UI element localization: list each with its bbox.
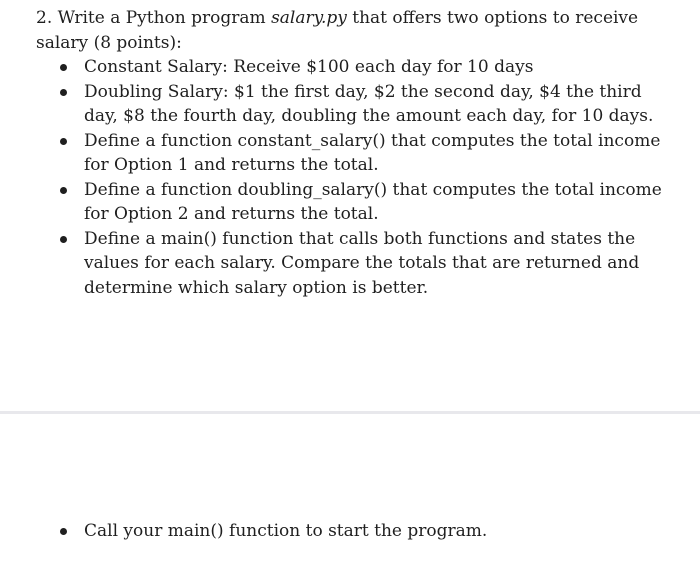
question-filename: salary.py [271,8,347,28]
list-item-text: Constant Salary: Receive $100 each day for 10 days [84,57,534,77]
bullet-dot-icon [60,64,67,71]
bullet-dot-icon [60,236,67,243]
list-item [84,227,674,301]
requirements-list [84,55,674,300]
section-divider [0,411,700,414]
list-item-text: Define a function doubling_salary() that computes the total income for Option 2 and returns the total. [84,179,662,224]
list-item [84,519,674,544]
final-list [84,519,674,544]
bullet-dot-icon [60,187,67,194]
bullet-dot-icon [60,89,67,96]
question-rest: that offers two options to receive salary (8 points): [36,8,639,53]
list-item-text: Define a function constant_salary() that computes the total income for Option 1 and returns the total. [84,130,661,175]
question-text [36,6,676,55]
list-item [84,129,674,178]
list-item-text: Define a main() function that calls both functions and states the values for each salary. Compare the totals that are returned and determine which salary option is better. [84,228,640,298]
list-item-text: Call your main() function to start the program. [84,521,488,541]
bullet-dot-icon [60,138,67,145]
list-item-text: Doubling Salary: $1 the first day, $2 the second day, $4 the third day, $8 the fourth day, doubling the amount each day, for 10 days. [84,81,654,126]
question-intro: 2. Write a Python program [36,8,272,28]
list-item [84,178,674,227]
list-item [84,80,674,129]
list-item [84,55,674,80]
bullet-dot-icon [60,528,67,535]
